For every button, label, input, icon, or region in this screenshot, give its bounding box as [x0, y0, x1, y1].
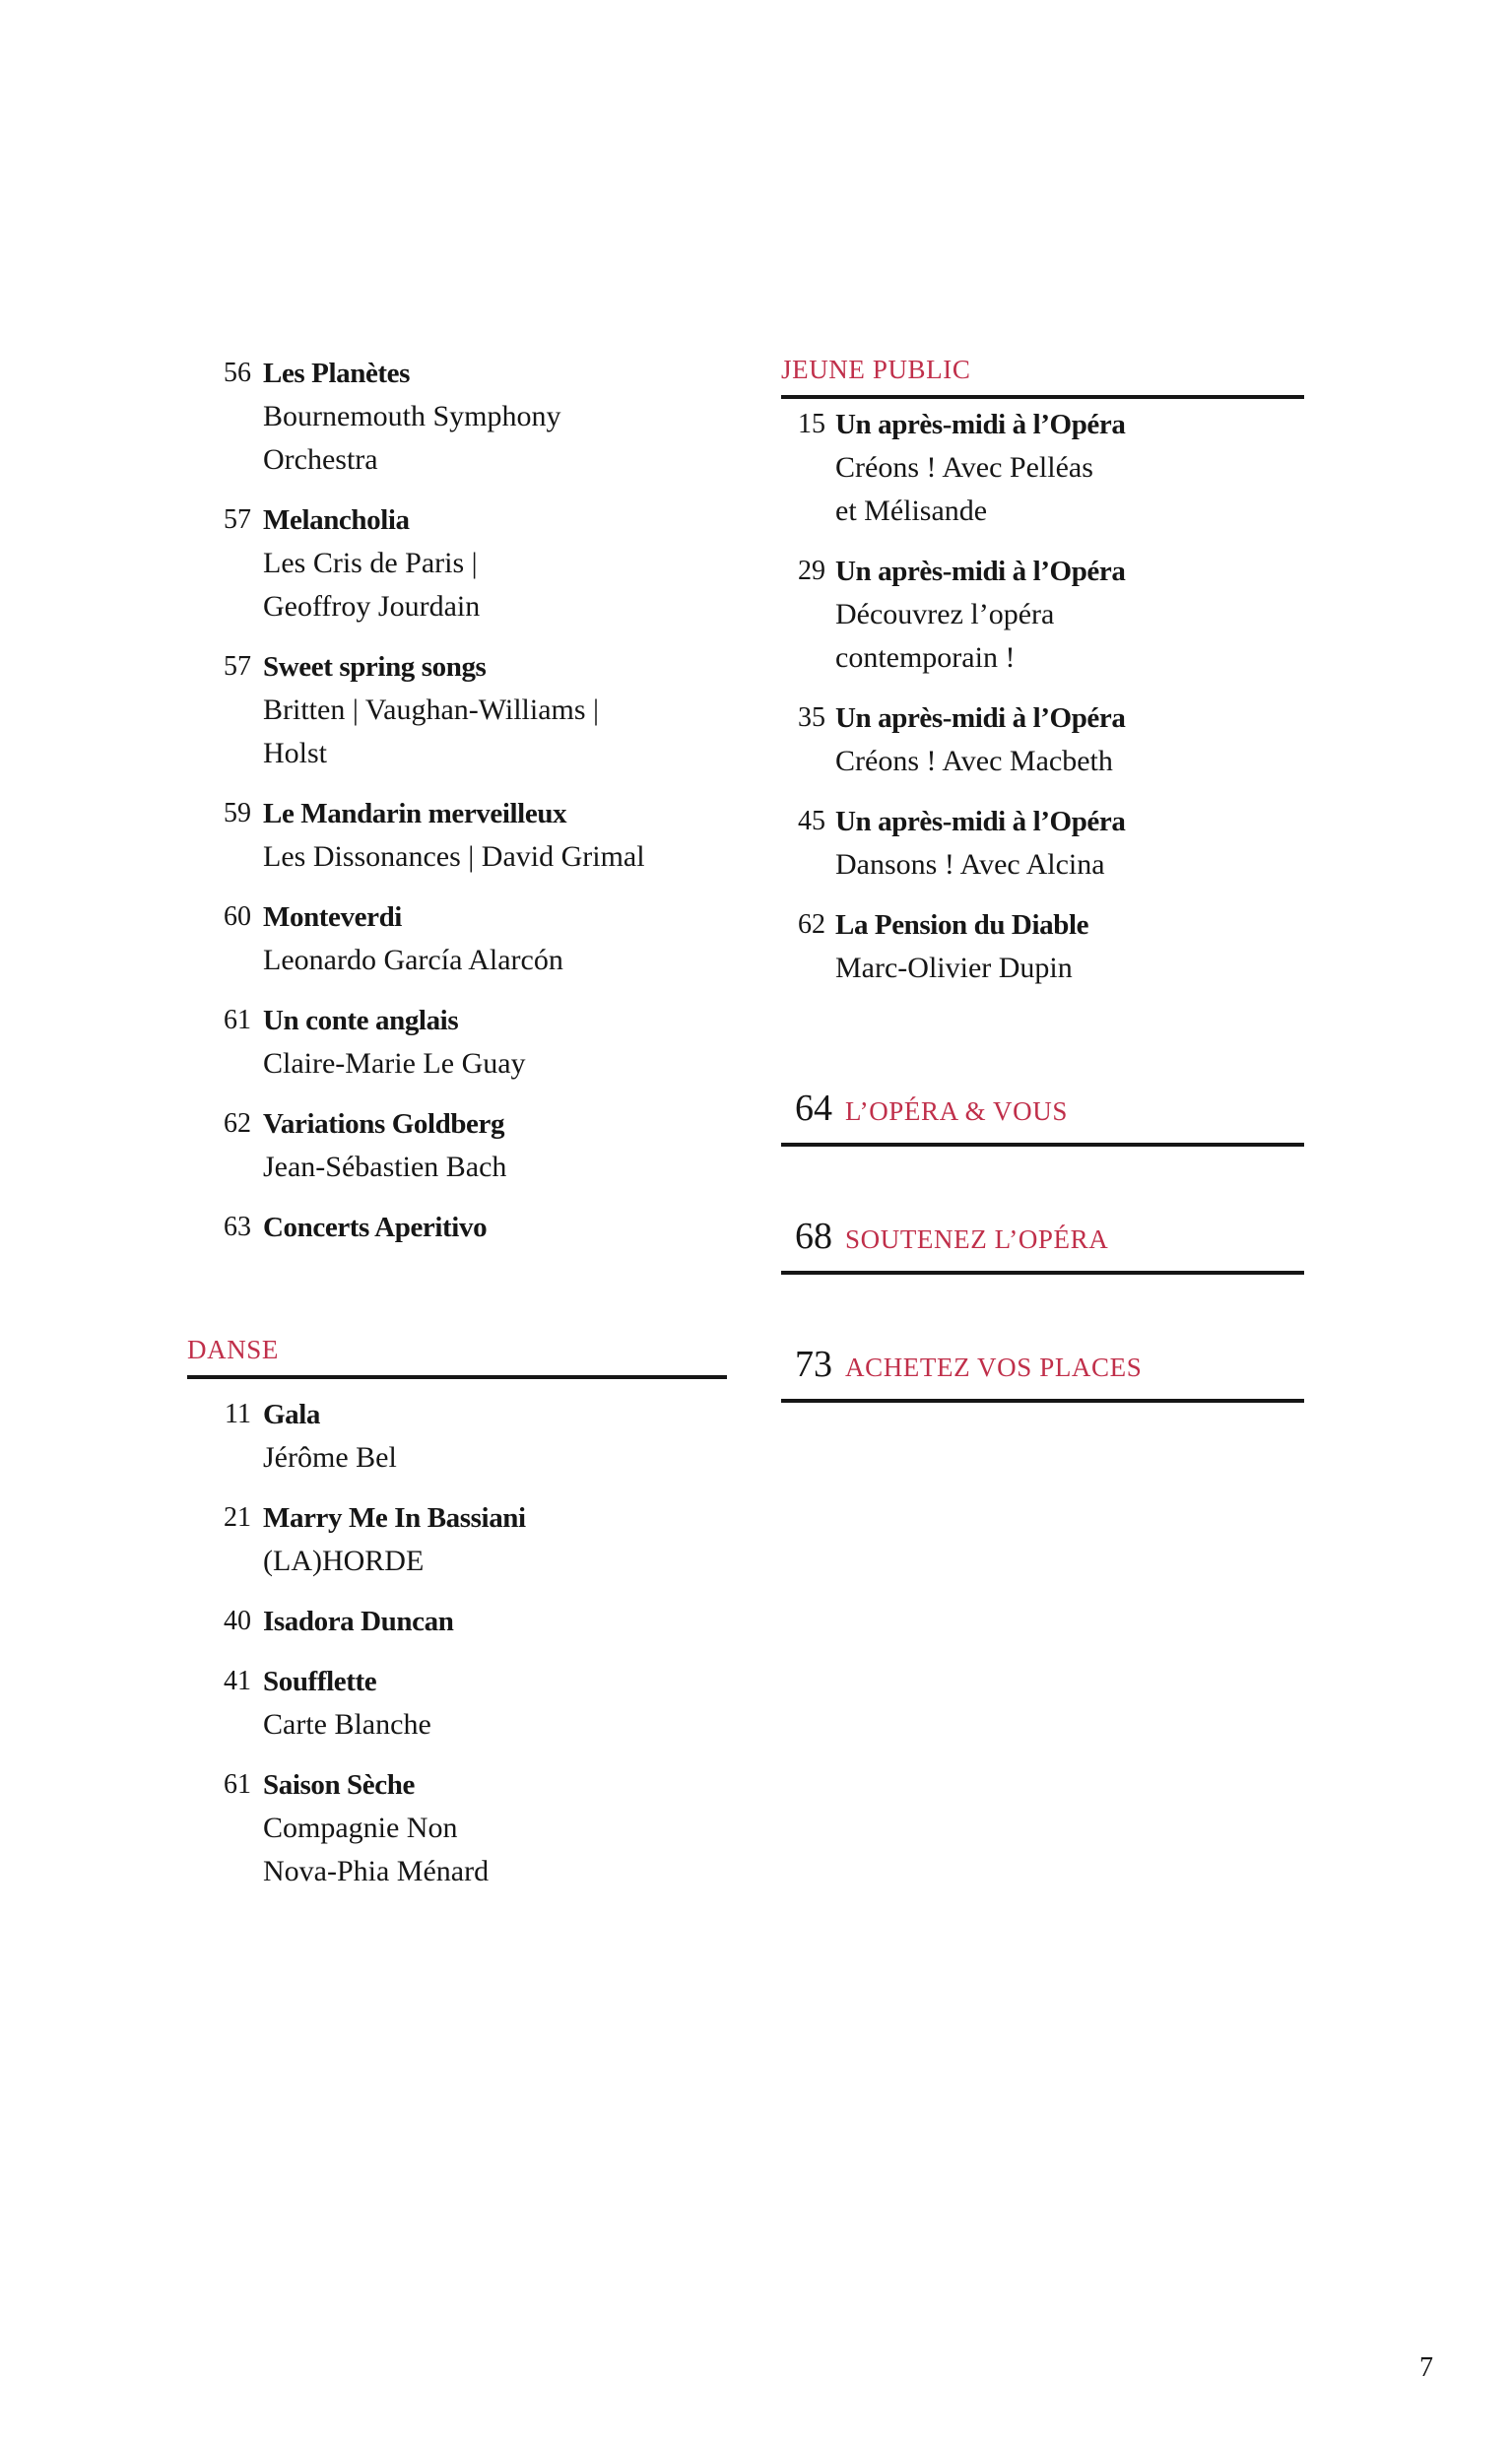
toc-entry-subtitle-line: Carte Blanche: [263, 1708, 431, 1741]
toc-entry-page-number: 29: [798, 556, 825, 586]
toc-link-page-number: 68: [795, 1216, 832, 1257]
toc-entry-page-number: 11: [225, 1399, 251, 1429]
toc-link-opera-et-vous: [781, 1089, 1304, 1147]
toc-link-page-number: 73: [795, 1344, 832, 1385]
toc-entry-text: [263, 792, 727, 879]
toc-entry-page-number: 59: [224, 798, 251, 828]
right-column: [781, 352, 1304, 1403]
toc-entry-title: Melancholia: [263, 504, 410, 536]
toc-entry: [187, 352, 727, 482]
toc-entry-subtitle-line: Créons ! Avec Pelléas: [835, 451, 1093, 484]
toc-entry-page-number: 62: [224, 1108, 251, 1139]
toc-entry: [187, 1660, 727, 1747]
toc-entry: [187, 1102, 727, 1189]
danse-section-list: [187, 1393, 727, 1893]
toc-entry-text: [835, 403, 1304, 533]
toc-entry: [781, 550, 1304, 680]
toc-link-title: SOUTENEZ L’OPÉRA: [845, 1224, 1109, 1254]
toc-entry-text: [835, 550, 1304, 680]
toc-link-soutenez-opera: [781, 1217, 1304, 1275]
toc-entry-text: [263, 1496, 727, 1583]
toc-entry-subtitle-line: Créons ! Avec Macbeth: [835, 745, 1113, 777]
toc-entry-page-number: 61: [224, 1769, 251, 1800]
jeune-public-section-list: [781, 403, 1304, 990]
toc-entry-subtitle-line: Découvrez l’opéra: [835, 598, 1055, 630]
toc-entry-text: [263, 1600, 727, 1643]
toc-entry-page-number: 57: [224, 651, 251, 682]
toc-entry-page-number: 57: [224, 504, 251, 535]
jeune-public-section: [781, 352, 1304, 990]
toc-entry-subtitle-line: Jérôme Bel: [263, 1441, 397, 1474]
toc-entry-title: Les Planètes: [263, 358, 411, 389]
toc-entry: [781, 903, 1304, 990]
danse-section: [187, 1332, 727, 1893]
toc-entry-title: Soufflette: [263, 1666, 377, 1697]
toc-entry-text: [263, 1660, 727, 1747]
toc-entry-subtitle-line: Claire-Marie Le Guay: [263, 1047, 526, 1080]
toc-entry-text: [263, 999, 727, 1086]
toc-entry-subtitle-line: Bournemouth Symphony: [263, 400, 561, 432]
toc-entry-text: [835, 800, 1304, 887]
toc-entry-text: [263, 895, 727, 982]
toc-entry-text: [263, 1393, 727, 1480]
toc-entry-subtitle-line: Nova-Phia Ménard: [263, 1855, 490, 1887]
danse-section-header: [187, 1332, 727, 1379]
toc-entry: [781, 800, 1304, 887]
toc-entry-title: Isadora Duncan: [263, 1606, 454, 1637]
toc-entry-page-number: 62: [798, 909, 825, 940]
toc-entry-subtitle-line: Marc-Olivier Dupin: [835, 952, 1073, 984]
toc-entry-subtitle-line: Les Dissonances | David Grimal: [263, 840, 645, 873]
toc-entry-subtitle-line: contemporain !: [835, 641, 1016, 674]
toc-entry-title: Un après-midi à l’Opéra: [835, 409, 1126, 440]
toc-entry-page-number: 63: [224, 1212, 251, 1242]
toc-entry: [187, 1763, 727, 1893]
toc-entry-page-number: 21: [224, 1502, 251, 1533]
toc-entry-title: Un conte anglais: [263, 1005, 459, 1036]
toc-entry-subtitle-line: et Mélisande: [835, 495, 988, 527]
toc-entry-title: Le Mandarin merveilleux: [263, 798, 567, 829]
jeune-public-section-header: [781, 352, 1304, 399]
toc-link-title: L’OPÉRA & VOUS: [845, 1096, 1068, 1126]
toc-entry-title: Saison Sèche: [263, 1769, 415, 1801]
toc-entry: [187, 645, 727, 775]
toc-entry: [187, 1206, 727, 1249]
toc-entry-subtitle-line: (LA)HORDE: [263, 1545, 425, 1577]
toc-entry-text: [263, 1206, 727, 1249]
toc-entry: [187, 999, 727, 1086]
toc-entry-title: Concerts Aperitivo: [263, 1212, 488, 1243]
toc-link-achetez-places: [781, 1345, 1304, 1403]
toc-entry-subtitle-line: Britten | Vaughan-Williams |: [263, 693, 600, 726]
toc-entry-title: Monteverdi: [263, 901, 402, 933]
toc-entry-title: Variations Goldberg: [263, 1108, 505, 1140]
toc-entry-title: Un après-midi à l’Opéra: [835, 556, 1126, 587]
toc-entry-text: [263, 352, 727, 482]
toc-entry-page-number: 45: [798, 806, 825, 836]
toc-entry-subtitle-line: Holst: [263, 737, 328, 769]
toc-entry-text: [263, 1102, 727, 1189]
toc-entry-subtitle-line: Les Cris de Paris |: [263, 547, 478, 579]
toc-entry-page-number: 35: [798, 702, 825, 733]
toc-entry: [781, 403, 1304, 533]
toc-entry: [187, 1496, 727, 1583]
toc-entry-page-number: 60: [224, 901, 251, 932]
danse-section-header-label: DANSE: [187, 1335, 280, 1364]
toc-entry-text: [263, 1763, 727, 1893]
toc-entry-title: Gala: [263, 1399, 321, 1430]
toc-entry: [187, 792, 727, 879]
toc-link-title: ACHETEZ VOS PLACES: [845, 1353, 1143, 1382]
toc-entry-page-number: 41: [224, 1666, 251, 1696]
toc-entry-subtitle-line: Compagnie Non: [263, 1812, 458, 1844]
toc-entry-page-number: 61: [224, 1005, 251, 1035]
toc-entry-page-number: 40: [224, 1606, 251, 1636]
toc-entry-text: [263, 645, 727, 775]
toc-entry-text: [835, 903, 1304, 990]
toc-entry: [781, 696, 1304, 783]
toc-entry-page-number: 56: [224, 358, 251, 388]
toc-entry-title: Un après-midi à l’Opéra: [835, 806, 1126, 837]
toc-entry-subtitle-line: Geoffroy Jourdain: [263, 590, 481, 623]
jeune-public-section-header-label: JEUNE PUBLIC: [781, 355, 971, 384]
toc-entry: [187, 895, 727, 982]
toc-entry: [187, 498, 727, 628]
toc-entry-subtitle-line: Orchestra: [263, 443, 378, 476]
toc-entry-title: Sweet spring songs: [263, 651, 487, 683]
toc-entry-subtitle-line: Dansons ! Avec Alcina: [835, 848, 1105, 881]
toc-entry-subtitle-line: Leonardo García Alarcón: [263, 944, 563, 976]
page-number: 7: [1419, 2352, 1433, 2383]
left-column: [187, 352, 727, 1893]
toc-entry-text: [263, 498, 727, 628]
toc-link-page-number: 64: [795, 1088, 832, 1129]
toc-entry-text: [835, 696, 1304, 783]
concerts-continuation-list: [187, 352, 727, 1249]
toc-entry-title: La Pension du Diable: [835, 909, 1089, 941]
toc-entry: [187, 1600, 727, 1643]
toc-entry-title: Un après-midi à l’Opéra: [835, 702, 1126, 734]
toc-entry-subtitle-line: Jean-Sébastien Bach: [263, 1151, 507, 1183]
toc-entry-page-number: 15: [798, 409, 825, 439]
toc-entry: [187, 1393, 727, 1480]
toc-entry-title: Marry Me In Bassiani: [263, 1502, 526, 1534]
